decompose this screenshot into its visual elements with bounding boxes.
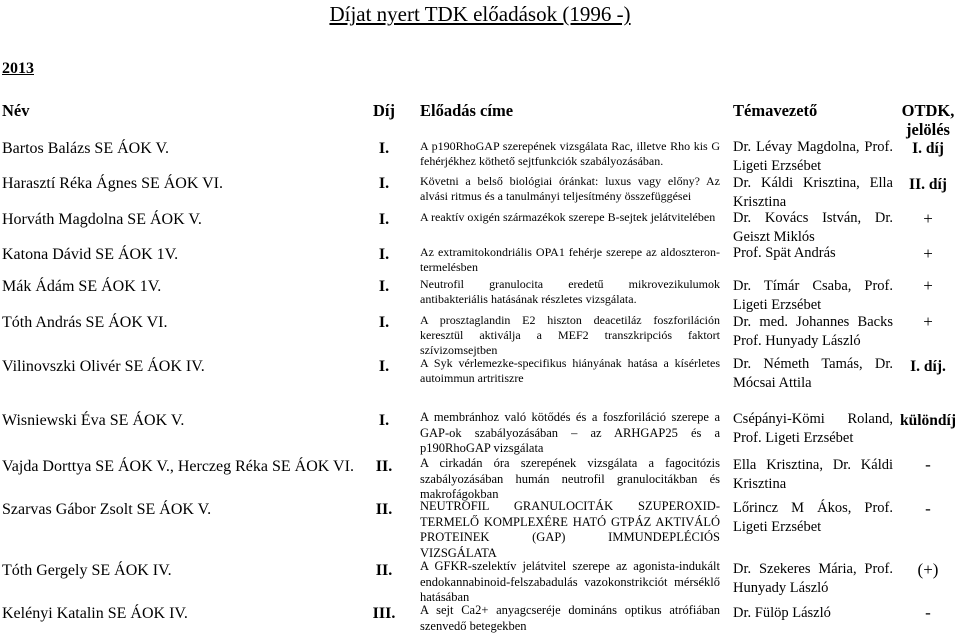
row-9-supervisor: Ella Krisztina, Dr. Káldi Krisztina [733,457,893,492]
row-4-supervisor: Prof. Spät András [733,245,836,261]
row-9-otdk: - [925,455,931,474]
row-8-supervisor: Csépányi-Kömi Roland, Prof. Ligeti Erzsébet [733,411,893,446]
header-name: Név [2,101,30,120]
row-3-talk: A reaktív oxigén származékok szerepe B-sejtek jelátvitelében [420,210,716,224]
row-5-otdk: + [923,276,933,295]
row-3-prize: I. [378,211,390,228]
row-6-prize: I. [378,314,390,331]
row-12-supervisor: Dr. Fülöp László [733,605,831,621]
row-8-name: Wisniewski Éva SE ÁOK V. [2,412,185,429]
row-11-talk: A GFKR-szelektív jelátvitel szerepe az agonista-indukált endokannabinoid-felszabadulás vazokonstrikciót mérséklő hatásában [420,559,720,604]
row-1-name: Bartos Balázs SE ÁOK V. [2,140,169,157]
row-2-name: Harasztí Réka Ágnes SE ÁOK VI. [2,175,223,192]
row-11-supervisor: Dr. Szekeres Mária, Prof. Hunyady László [733,561,893,596]
row-2-prize: I. [378,175,390,192]
row-3-name: Horváth Magdolna SE ÁOK V. [2,211,202,228]
row-5-talk: Neutrofil granulocita eredetű mikrovezikulumok antibakteriális hatásának részletes vizsgálata. [420,277,720,306]
page-title: Díjat nyert TDK előadások (1996 -) [329,2,631,26]
row-8-prize: I. [378,412,390,429]
row-12-talk: A sejt Ca2+ anyagcseréje domináns optikus atrófiában szenvedő betegekben [420,603,720,633]
row-9-name: Vajda Dorttya SE ÁOK V., Herczeg Réka SE ÁOK VI. [2,458,354,475]
header-otdk: OTDK, jelölés [901,101,955,139]
row-7-prize: I. [378,358,390,375]
row-3-otdk: + [923,209,933,228]
row-7-name: Vilinovszki Olivér SE ÁOK IV. [2,358,205,375]
row-10-name: Szarvas Gábor Zsolt SE ÁOK V. [2,501,212,518]
row-5-prize: I. [378,278,390,295]
row-10-otdk: - [925,499,931,518]
row-12-otdk: - [925,603,931,622]
row-4-name: Katona Dávid SE ÁOK 1V. [2,246,179,263]
row-1-talk: A p190RhoGAP szerepének vizsgálata Rac, illetve Rho kis G fehérjékhez köthető sejtfunkciók szabályozásában. [420,139,720,168]
row-8-otdk: különdíj [899,412,956,429]
row-8-talk: A membránhoz való kötődés és a foszforiláció szerepe a GAP-ok szabályozásában – az ARHGAP25 és a p190RhoGAP vizsgálata [420,410,720,455]
row-4-talk: Az extramitokondriális OPA1 fehérje szerepe az aldoszteron-termelésben [420,245,720,274]
row-10-supervisor: Lőrincz M Ákos, Prof. Ligeti Erzsébet [733,500,893,535]
row-1-prize: I. [378,140,390,157]
header-talk: Előadás címe [420,101,514,120]
row-7-supervisor: Dr. Németh Tamás, Dr. Mócsai Attila [733,356,893,391]
header-prize: Díj [373,101,395,120]
row-9-talk: A cirkadán óra szerepének vizsgálata a fagocitózis szabályozásában humán neutrofil granulocitákban és makrofágokban [420,456,720,501]
row-4-prize: I. [378,246,390,263]
row-11-prize: II. [375,562,393,579]
row-9-prize: II. [375,458,393,475]
row-2-talk: Követni a belső biológiai óránkat: luxus vagy előny? Az alvási ritmus és a tanulmányi teljesítmény összefüggései [420,174,720,203]
row-5-supervisor: Dr. Tímár Csaba, Prof. Ligeti Erzsébet [733,278,893,313]
row-12-name: Kelényi Katalin SE ÁOK IV. [2,605,188,622]
row-6-name: Tóth András SE ÁOK VI. [2,314,168,331]
row-7-talk: A Syk vérlemezke-specifikus hiányának hatása a kísérletes autoimmun artritiszre [420,356,720,385]
row-7-otdk: I. díj. [910,358,946,375]
row-6-supervisor: Dr. med. Johannes Backs Prof. Hunyady László [733,314,893,349]
row-2-supervisor: Dr. Káldi Krisztina, Ella Krisztina [733,175,893,210]
row-6-talk: A prosztaglandin E2 hiszton deacetiláz foszforiláción keresztül aktiválja a MEF2 transzkripciós faktort szívizomsejtben [420,313,720,357]
row-1-supervisor: Dr. Lévay Magdolna, Prof. Ligeti Erzsébet [733,139,893,174]
row-5-name: Mák Ádám SE ÁOK 1V. [2,278,162,295]
row-10-prize: II. [375,501,393,518]
year-heading: 2013 [2,60,34,77]
row-1-otdk: I. díj [912,140,944,157]
header-supervisor: Témavezető [733,101,818,120]
row-11-otdk: (+) [917,560,939,579]
row-12-prize: III. [372,605,396,622]
row-6-otdk: + [923,312,933,331]
row-2-otdk: II. díj [909,176,947,193]
row-11-name: Tóth Gergely SE ÁOK IV. [2,562,172,579]
row-4-otdk: + [923,244,933,263]
row-3-supervisor: Dr. Kovács István, Dr. Geiszt Miklós [733,210,893,245]
row-10-talk: NEUTROFIL GRANULOCITÁK SZUPEROXID-TERMELŐ KOMPLEXÉRE HATÓ GTPÁZ AKTIVÁLÓ PROTEINEK (GAP) IMMUNDEPLÉCIÓS VIZSGÁLATA [420,499,720,560]
